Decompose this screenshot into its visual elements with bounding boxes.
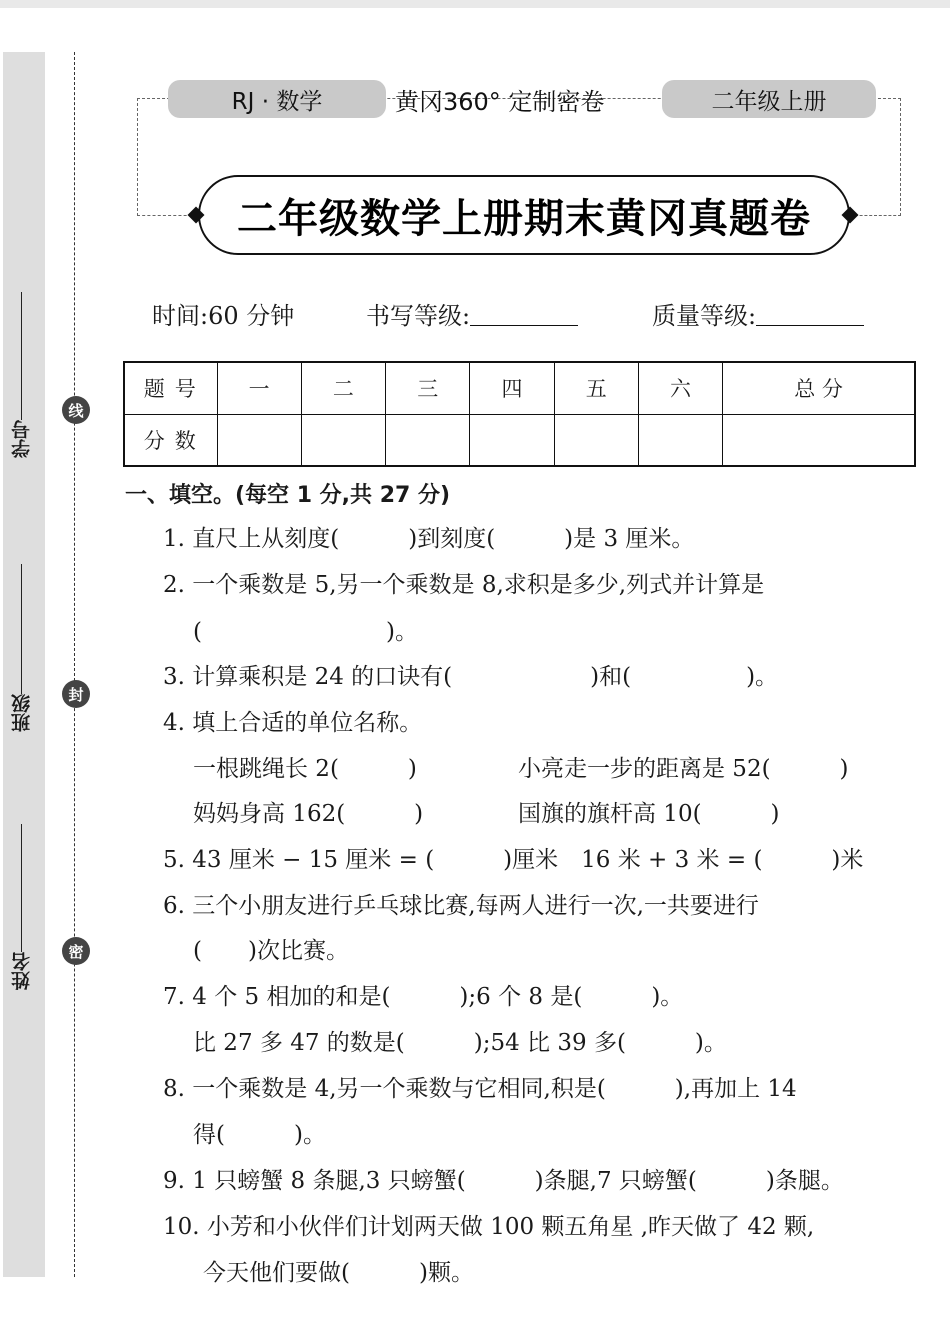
quality-grade-label: 质量等级: xyxy=(652,302,757,330)
score-cell[interactable] xyxy=(554,414,638,466)
brand-text: 黄冈360° 定制密卷 xyxy=(395,88,605,116)
table-row-head: 分数 xyxy=(124,414,217,466)
table-row xyxy=(124,362,915,414)
student-id-line xyxy=(22,292,23,420)
class-label: 班级 xyxy=(11,694,33,732)
question-8-answer: 得( )。 xyxy=(193,1122,326,1148)
question-5: 5. 43 厘米 − 15 厘米 = ( )厘米 16 米 + 3 米 = ( )米 xyxy=(163,847,864,873)
question-2-answer: ( )。 xyxy=(193,619,418,645)
table-col-header: 六 xyxy=(638,362,722,414)
cut-line xyxy=(74,52,75,1277)
question-4c: 妈妈身高 162( ) xyxy=(193,801,424,827)
writing-grade-blank[interactable] xyxy=(470,300,578,326)
score-cell[interactable] xyxy=(386,414,470,466)
question-4d: 国旗的旗杆高 10( ) xyxy=(518,801,780,827)
table-col-header: 一 xyxy=(217,362,301,414)
top-edge xyxy=(0,0,950,8)
question-2: 2. 一个乘数是 5,另一个乘数是 8,求积是多少,列式并计算是 xyxy=(163,572,765,598)
student-id-field xyxy=(8,288,36,468)
table-col-header: 二 xyxy=(301,362,385,414)
name-field xyxy=(8,820,36,1000)
writing-grade xyxy=(366,296,578,331)
subject-tag: RJ · 数学 xyxy=(168,80,386,118)
class-line xyxy=(22,564,23,694)
exam-meta xyxy=(152,296,912,332)
score-cell[interactable] xyxy=(217,414,301,466)
question-6: 6. 三个小朋友进行乒乓球比赛,每两人进行一次,一共要进行 xyxy=(163,893,759,919)
question-1: 1. 直尺上从刻度( )到刻度( )是 3 厘米。 xyxy=(163,526,695,552)
question-9: 9. 1 只螃蟹 8 条腿,3 只螃蟹( )条腿,7 只螃蟹( )条腿。 xyxy=(163,1168,844,1194)
writing-grade-label: 书写等级: xyxy=(366,302,471,330)
seal-mi: 密 xyxy=(62,937,90,965)
score-table xyxy=(123,361,916,467)
name-label: 姓名 xyxy=(11,952,33,990)
question-4b: 小亮走一步的距离是 52( ) xyxy=(518,756,849,782)
table-col-header: 四 xyxy=(470,362,554,414)
seal-feng: 封 xyxy=(62,680,90,708)
question-3: 3. 计算乘积是 24 的口诀有( )和( )。 xyxy=(163,664,779,690)
quality-grade xyxy=(652,296,864,331)
student-id-label: 学号 xyxy=(11,420,33,458)
question-7: 7. 4 个 5 相加的和是( );6 个 8 是( )。 xyxy=(163,984,684,1010)
table-col-header: 总 分 xyxy=(723,362,915,414)
section-heading: 一、填空。(每空 1 分,共 27 分) xyxy=(125,483,451,508)
time-limit: 时间:60 分钟 xyxy=(152,302,295,330)
question-10: 10. 小芳和小伙伴们计划两天做 100 颗五角星 ,昨天做了 42 颗, xyxy=(163,1214,815,1240)
table-col-header: 三 xyxy=(386,362,470,414)
seal-xian: 线 xyxy=(62,396,90,424)
grade-tag: 二年级上册 xyxy=(662,80,876,118)
question-6-answer: ( )次比赛。 xyxy=(193,938,349,964)
table-row xyxy=(124,414,915,466)
table-col-header: 五 xyxy=(554,362,638,414)
question-4a: 一根跳绳长 2( ) xyxy=(193,756,417,782)
score-cell[interactable] xyxy=(723,414,915,466)
question-7b: 比 27 多 47 的数是( );54 比 39 多( )。 xyxy=(193,1030,727,1056)
class-field xyxy=(8,560,36,740)
name-line xyxy=(22,824,23,952)
score-cell[interactable] xyxy=(301,414,385,466)
question-8: 8. 一个乘数是 4,另一个乘数与它相同,积是( ),再加上 14 xyxy=(163,1076,797,1102)
page-title: 二年级数学上册期末黄冈真题卷 xyxy=(237,195,811,242)
score-cell[interactable] xyxy=(638,414,722,466)
score-cell[interactable] xyxy=(470,414,554,466)
question-4: 4. 填上合适的单位名称。 xyxy=(163,710,423,736)
title-banner xyxy=(198,175,850,255)
quality-grade-blank[interactable] xyxy=(756,300,864,326)
table-row-head: 题号 xyxy=(124,362,217,414)
question-10-answer: 今天他们要做( )颗。 xyxy=(203,1260,474,1286)
